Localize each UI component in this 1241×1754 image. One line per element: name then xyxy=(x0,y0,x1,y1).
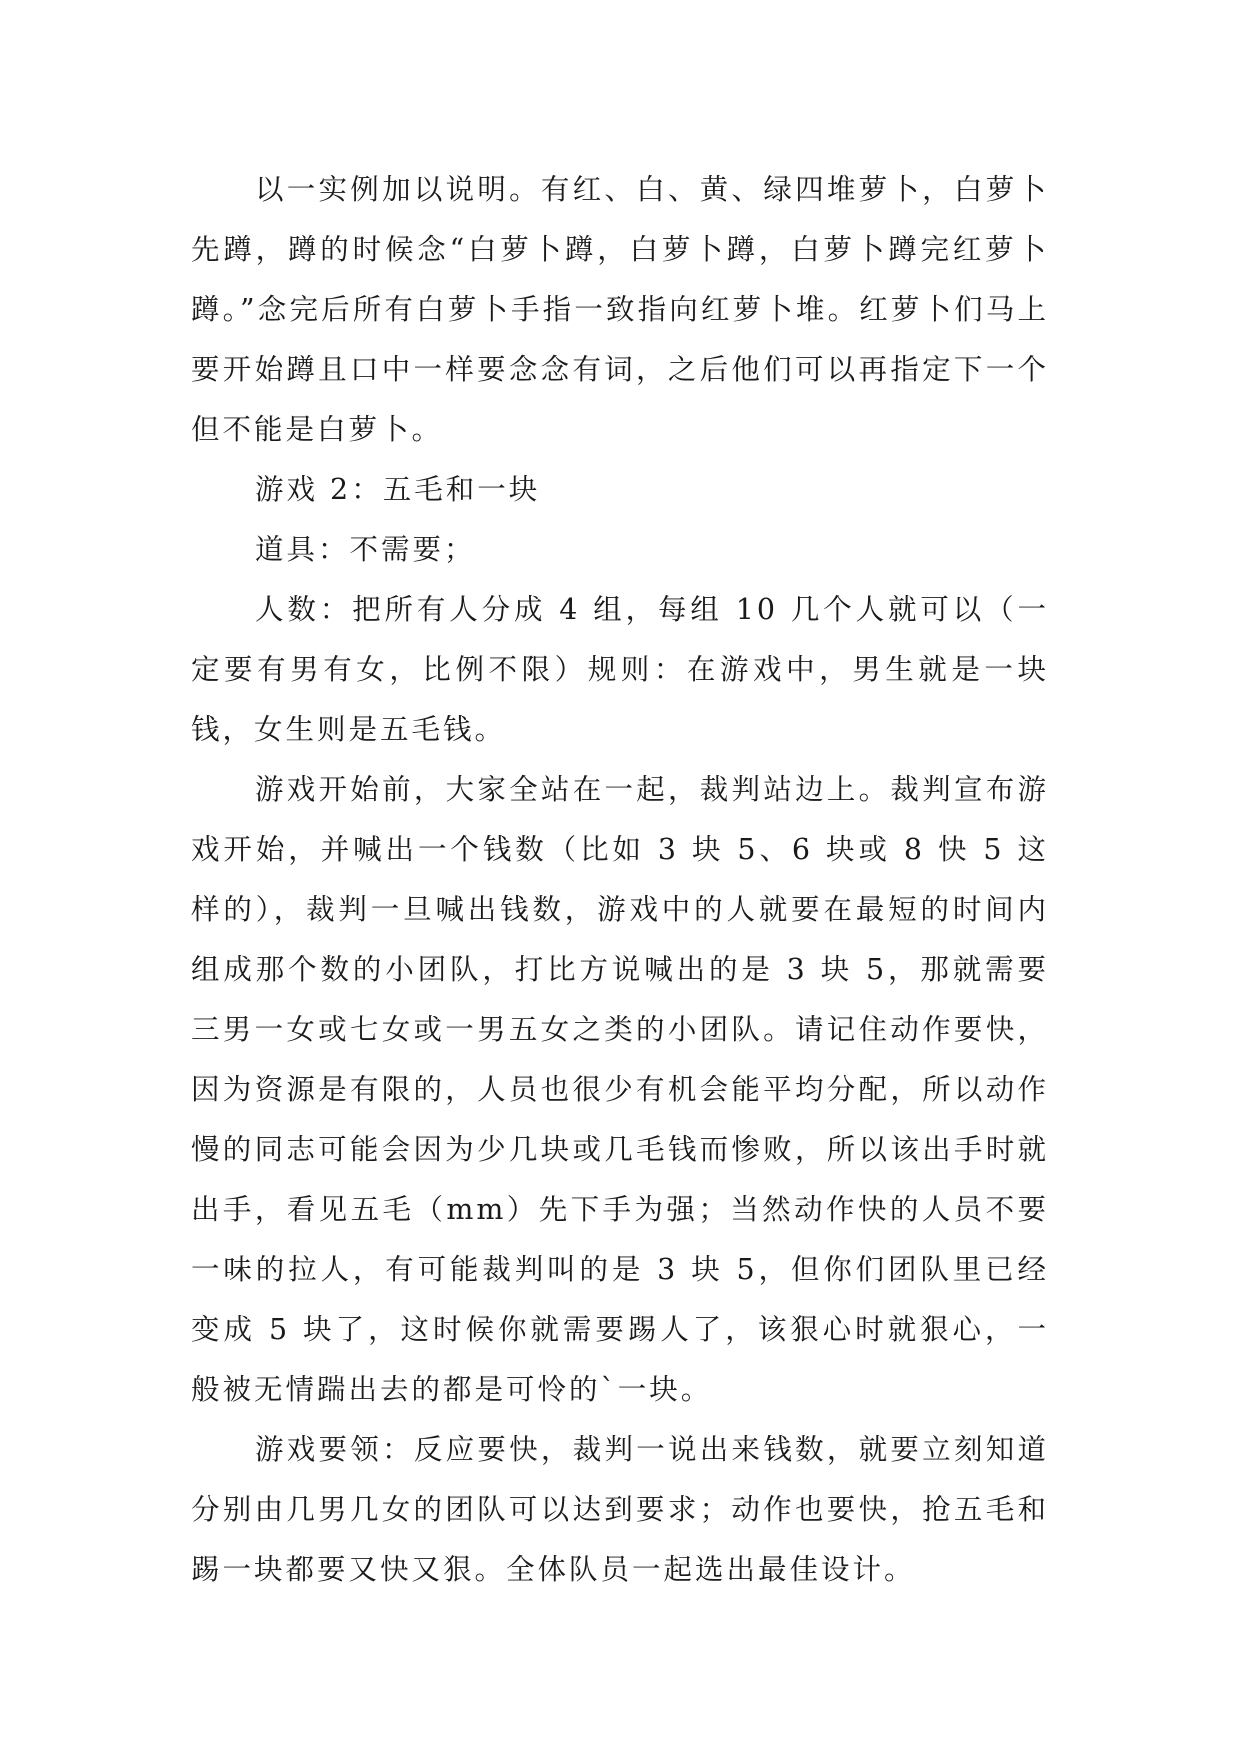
paragraph-gameplay: 游戏开始前，大家全站在一起，裁判站边上。裁判宣布游戏开始，并喊出一个钱数（比如 3 块 5、6 块或 8 快 5 这样的），裁判一旦喊出钱数，游戏中的人就要在最短的时间内组成那个数的小团队，打比方说喊出的是 3 块 5，那就需要三男一女或七女或一男五女之类的小团队。请记住动作要快，因为资源是有限的，人员也很少有机会能平均分配，所以动作慢的同志可能会因为少几块或几毛钱而惨败，所以该出手时就出手，看见五毛（mm）先下手为强；当然动作快的人员不要一味的拉人，有可能裁判叫的是 3 块 5，但你们团队里已经变成 5 块了，这时候你就需要踢人了，该狠心时就狠心，一般被无情踹出去的都是可怜的`一块。 xyxy=(191,773,1049,1406)
paragraph-game-title: 游戏 2：五毛和一块 xyxy=(255,473,541,506)
paragraph-example: 以一实例加以说明。有红、白、黄、绿四堆萝卜，白萝卜先蹲，蹲的时候念“白萝卜蹲，白萝卜蹲，白萝卜蹲完红萝卜蹲。”念完后所有白萝卜手指一致指向红萝卜堆。红萝卜们马上要开始蹲且口中一样要念念有词，之后他们可以再指定下一个但不能是白萝卜。 xyxy=(191,173,1049,446)
paragraph-tips: 游戏要领：反应要快，裁判一说出来钱数，就要立刻知道分别由几男几女的团队可以达到要求；动作也要快，抢五毛和踢一块都要又快又狠。全体队员一起选出最佳设计。 xyxy=(191,1433,1049,1586)
document-body xyxy=(191,160,1049,1600)
paragraph-players-rules: 人数：把所有人分成 4 组，每组 10 几个人就可以（一定要有男有女，比例不限）规则：在游戏中，男生就是一块钱，女生则是五毛钱。 xyxy=(191,593,1049,746)
paragraph-props: 道具：不需要； xyxy=(255,533,476,566)
